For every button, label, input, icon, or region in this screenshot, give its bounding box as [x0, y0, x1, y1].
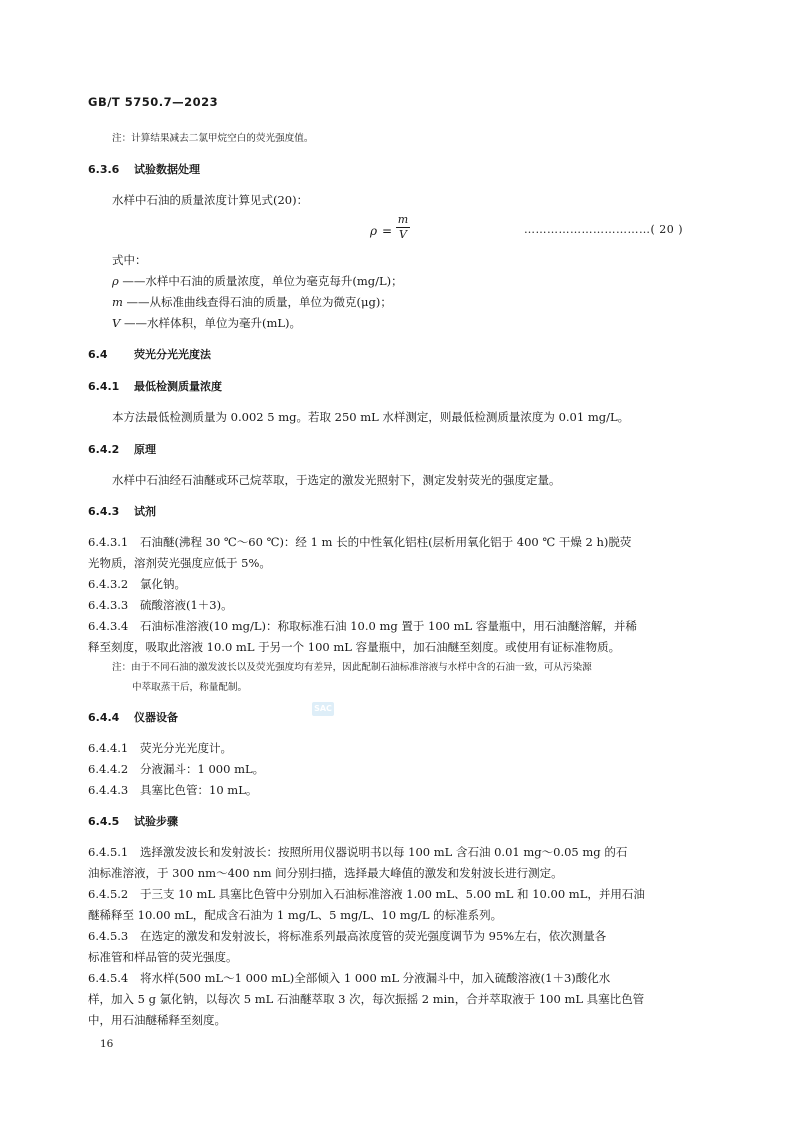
paragraph-principle: 水样中石油经石油醚或环己烷萃取，于选定的激发光照射下，测定发射荧光的强度定量。: [112, 473, 561, 487]
step-6-4-5-1-cont: 油标准溶液，于 300 nm～400 nm 间分别扫描，选择最大峰值的激发和发射波长进行测定。: [88, 866, 563, 880]
step-6-4-5-4-cont1: 样，加入 5 g 氯化钠，以每次 5 mL 石油醚萃取 3 次，每次振摇 2 min，合并萃取液于 100 mL 具塞比色管: [88, 992, 645, 1006]
var-description: ——水样体积，单位为毫升(mL)。: [120, 316, 301, 330]
var-m: [112, 297, 392, 309]
page-number: 16: [100, 1038, 114, 1050]
clause-text: 硫酸溶液(1＋3)。: [140, 598, 233, 612]
reagent-6-4-3-1: [88, 537, 631, 549]
clause-text: 氯化钠。: [140, 577, 186, 591]
section-title: 荧光分光光度法: [134, 348, 211, 361]
step-6-4-5-1: [88, 847, 627, 859]
formula-denominator: V: [399, 228, 407, 241]
clause-text: 将水样(500 mL～1 000 mL)全部倾入 1 000 mL 分液漏斗中，加入硫酸溶液(1＋3)酸化水: [140, 971, 611, 985]
var-v: [112, 318, 301, 330]
clause-number: 6.4.4.1: [88, 741, 129, 755]
clause-number: 6.4.5.4: [88, 971, 129, 985]
calc-intro: 水样中石油的质量浓度计算见式(20)：: [112, 193, 309, 207]
section-number: 6.4.4: [88, 711, 120, 724]
reagent-6-4-3-3: [88, 600, 233, 612]
reagent-6-4-3-2: [88, 579, 186, 591]
heading-6-4-5: [88, 816, 178, 827]
clause-number: 6.4.4.3: [88, 783, 129, 797]
clause-number: 6.4.3.1: [88, 535, 129, 549]
var-rho: [112, 276, 403, 288]
heading-6-4-3: [88, 506, 156, 517]
clause-number: 6.4.4.2: [88, 762, 129, 776]
var-symbol: m: [112, 295, 123, 309]
step-6-4-5-2-cont: 醚稀释至 10.00 mL，配成含石油为 1 mg/L、5 mg/L、10 mg/L 的标准系列。: [88, 908, 503, 922]
step-6-4-5-3: [88, 931, 606, 943]
note-blank-subtraction: 注：计算结果减去二氯甲烷空白的荧光强度值。: [112, 133, 314, 144]
formula-fraction: [396, 214, 410, 241]
section-title: 试验数据处理: [134, 163, 200, 176]
step-6-4-5-3-cont: 标准管和样品管的荧光强度。: [88, 950, 238, 964]
reagent-6-4-3-4-cont: 释至刻度，吸取此溶液 10.0 mL 于另一个 100 mL 容量瓶中，加石油醚至刻度。或使用有证标准物质。: [88, 640, 621, 654]
clause-text: 选择激发波长和发射波长：按照所用仪器说明书以每 100 mL 含石油 0.01 mg～0.05 mg 的石: [140, 845, 628, 859]
equipment-6-4-4-2: [88, 764, 264, 776]
section-number: 6.4: [88, 348, 108, 361]
step-6-4-5-4-cont2: 中，用石油醚稀释至刻度。: [88, 1013, 226, 1027]
heading-6-4-4: [88, 712, 178, 723]
clause-text: 石油醚(沸程 30 ℃～60 ℃)：经 1 m 长的中性氧化铝柱(层析用氧化铝于 400 ℃ 干燥 2 h)脱荧: [140, 535, 632, 549]
clause-number: 6.4.3.4: [88, 619, 129, 633]
note-standard-solution: 注：由于不同石油的激发波长以及荧光强度均有差异，因此配制石油标准溶液与水样中含的石油一致，可从污染源: [112, 662, 592, 673]
clause-text: 在选定的激发和发射波长，将标准系列最高浓度管的荧光强度调节为 95%左右，依次测量各: [140, 929, 607, 943]
section-title: 试验步骤: [134, 815, 178, 828]
heading-6-4: [88, 349, 211, 360]
heading-6-3-6: [88, 164, 200, 175]
formula-numerator: m: [397, 213, 409, 226]
clause-text: 具塞比色管：10 mL。: [140, 783, 258, 797]
section-title: 仪器设备: [134, 711, 178, 724]
var-description: ——水样中石油的质量浓度，单位为毫克每升(mg/L)；: [118, 274, 403, 288]
formula-lhs: ρ: [370, 224, 378, 238]
section-title: 原理: [134, 443, 156, 456]
equipment-6-4-4-1: [88, 743, 232, 755]
heading-6-4-2: [88, 444, 156, 455]
step-6-4-5-4: [88, 973, 610, 985]
equipment-6-4-4-3: [88, 785, 257, 797]
clause-text: 分液漏斗：1 000 mL。: [140, 762, 265, 776]
formula-equals: =: [382, 224, 393, 238]
paragraph-min-detection: 本方法最低检测质量为 0.002 5 mg。若取 250 mL 水样测定，则最低检测质量浓度为 0.01 mg/L。: [112, 410, 630, 424]
step-6-4-5-2: [88, 889, 645, 901]
clause-number: 6.4.5.2: [88, 887, 129, 901]
var-symbol: ρ: [112, 274, 119, 288]
section-number: 6.3.6: [88, 163, 120, 176]
heading-6-4-1: [88, 381, 222, 392]
where-label: 式中：: [112, 253, 147, 267]
clause-number: 6.4.5.3: [88, 929, 129, 943]
note-standard-solution-cont: 中萃取蒸干后，称量配制。: [132, 682, 248, 693]
section-number: 6.4.1: [88, 380, 120, 393]
equation-number: ……………………………( 20 ): [524, 223, 684, 236]
section-title: 最低检测质量浓度: [134, 380, 222, 393]
var-description: ——从标准曲线查得石油的质量，单位为微克(μg)；: [122, 295, 392, 309]
clause-text: 石油标准溶液(10 mg/L)：称取标准石油 10.0 mg 置于 100 mL 容量瓶中，用石油醚溶解，并稀: [140, 619, 637, 633]
section-number: 6.4.3: [88, 505, 120, 518]
clause-text: 荧光分光光度计。: [140, 741, 232, 755]
sac-watermark: SAC: [312, 702, 334, 716]
standard-code: GB/T 5750.7—2023: [88, 95, 219, 109]
reagent-6-4-3-1-cont: 光物质，溶剂荧光强度应低于 5%。: [88, 556, 271, 570]
section-number: 6.4.2: [88, 443, 120, 456]
clause-number: 6.4.3.3: [88, 598, 129, 612]
var-symbol: V: [112, 316, 121, 330]
section-number: 6.4.5: [88, 815, 120, 828]
clause-text: 于三支 10 mL 具塞比色管中分别加入石油标准溶液 1.00 mL、5.00 mL 和 10.00 mL，并用石油: [140, 887, 645, 901]
section-title: 试剂: [134, 505, 156, 518]
reagent-6-4-3-4: [88, 621, 637, 633]
clause-number: 6.4.3.2: [88, 577, 129, 591]
clause-number: 6.4.5.1: [88, 845, 129, 859]
